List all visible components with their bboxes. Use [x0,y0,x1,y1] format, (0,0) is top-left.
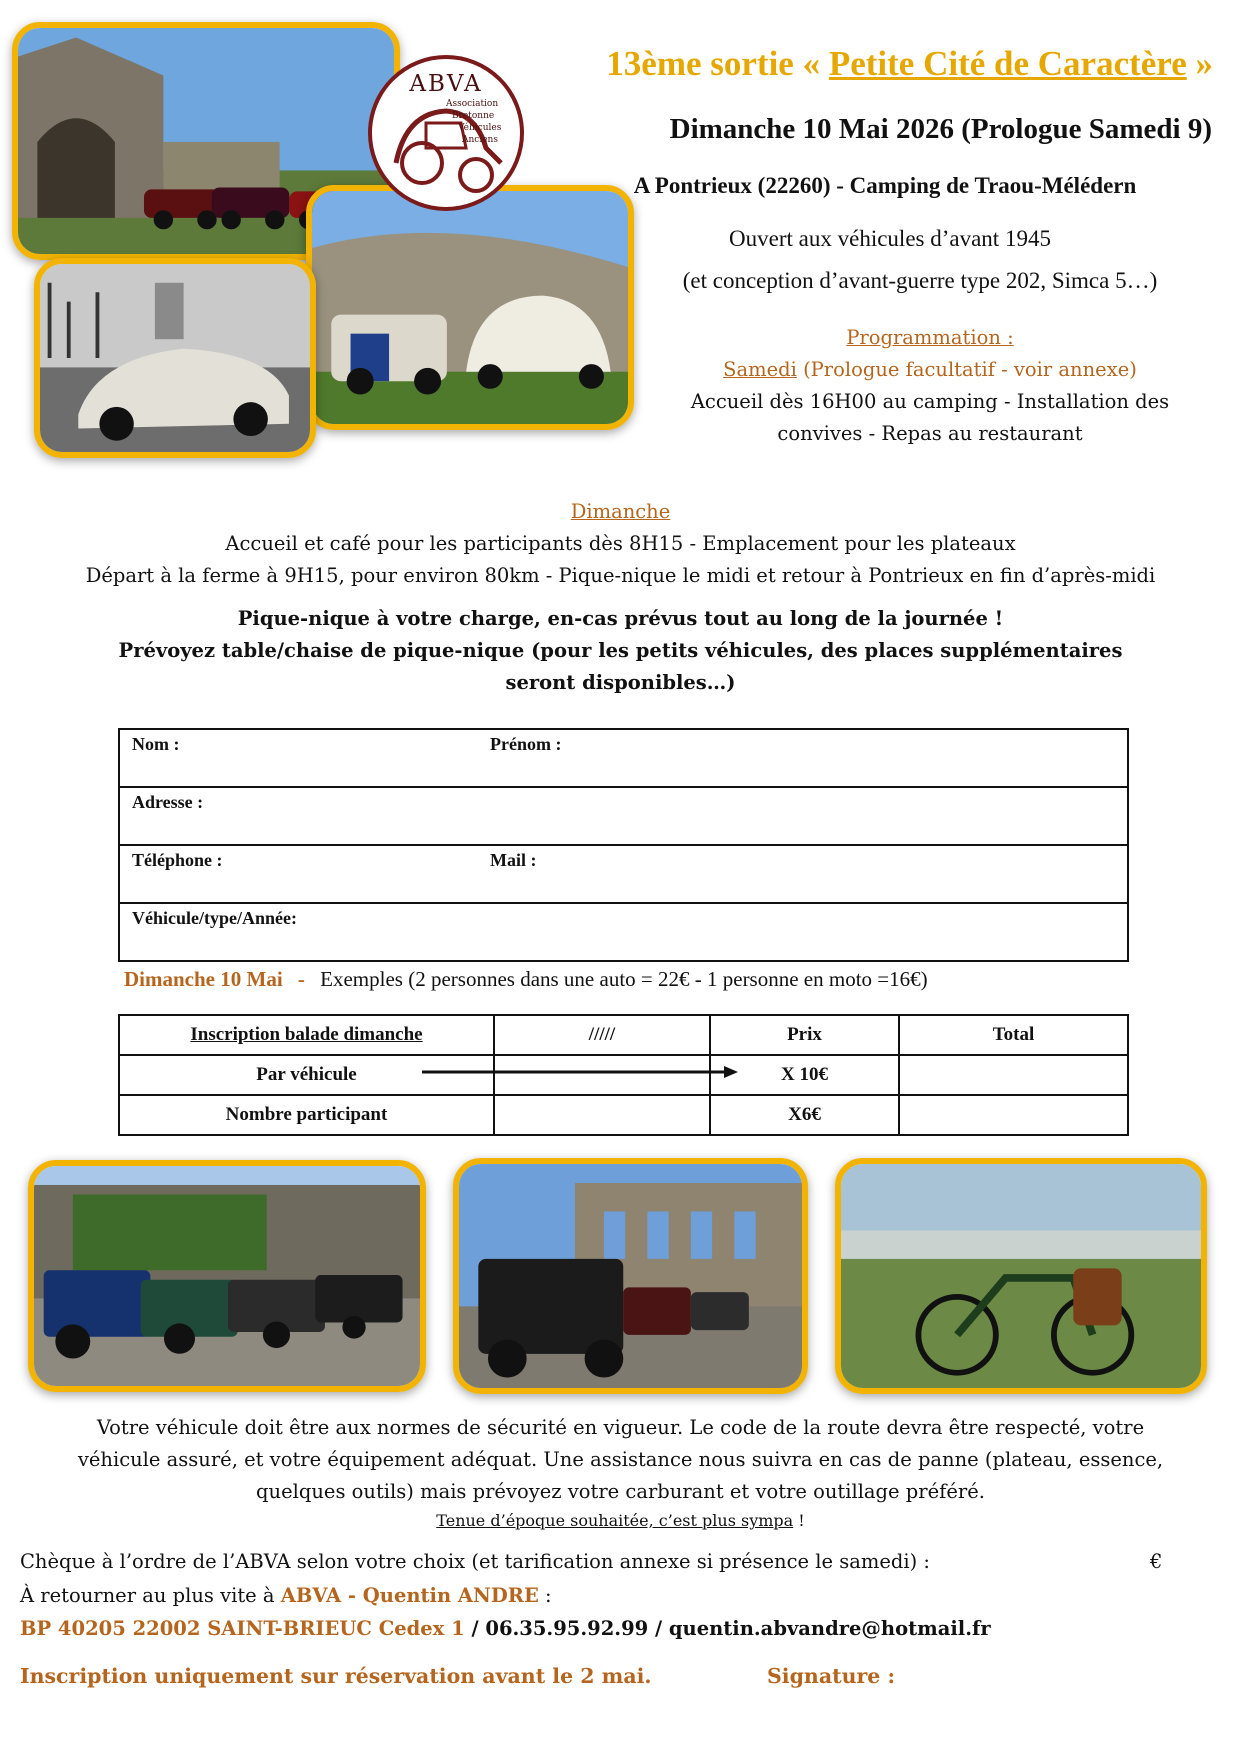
mail-label: Mail : [490,850,537,870]
currency-symbol: € [1150,1550,1163,1573]
prenom-label: Prénom : [490,734,562,754]
safety-line-2: véhicule assuré, et votre équipement adéquat. Une assistance nous suivra en cas de panne (plateau, essence, [77,1448,1164,1471]
photo-motorcycle-beach [835,1158,1207,1394]
abva-logo [366,53,526,213]
vehicle-rule-1: Ouvert aux véhicules d’avant 1945 [729,226,1051,251]
vehicule-label: Véhicule/type/Année: [132,908,297,928]
telephone-label: Téléphone : [132,850,223,870]
deadline-notice: Inscription uniquement sur réservation avant le 2 mai. [20,1664,652,1688]
page-title [606,44,1213,84]
title-link: Petite Cité de Caractère [828,44,1187,83]
programme-sunday-block [0,496,1241,592]
row-input[interactable] [494,1095,710,1135]
logo-line-4: Anciens [462,135,498,145]
dress-code-end: ! [793,1511,805,1530]
photo-ruins-row-cars [453,1158,808,1394]
logo-acronym: ABVA [409,71,483,97]
form-row-address[interactable] [119,787,1128,845]
cheque-text: Chèque à l’ordre de l’ABVA selon votre choix (et tarification annexe si présence le samedi) : [20,1550,930,1573]
dress-code-line [0,1508,1241,1534]
form-row-vehicle[interactable] [119,903,1128,961]
safety-line-3: quelques outils) mais prévoyez votre carburant et votre outillage préféré. [256,1480,985,1503]
registration-form [118,728,1129,962]
saturday-label: Samedi [723,358,797,381]
event-location: A Pontrieux (22260) - Camping de Traou-Mélédern [633,173,1137,198]
saturday-line-2: convives - Repas au restaurant [777,422,1083,445]
return-prefix: À retourner au plus vite à [20,1584,281,1607]
saturday-note: (Prologue facultatif - voir annexe) [796,358,1137,381]
safety-line-1: Votre véhicule doit être aux normes de sécurité en vigueur. Le code de la route devra être respecté, votre [96,1416,1145,1439]
programme-saturday-block [640,322,1220,450]
header-prix: Prix [710,1015,899,1055]
photo-black-white-convertible [34,258,316,458]
logo-line-2: Bretonne [452,111,495,121]
notice-line-1: Pique-nique à votre charge, en-cas prévus tout au long de la journée ! [237,607,1004,630]
row-price: X6€ [710,1095,899,1135]
header-inscription: Inscription balade dimanche [119,1015,494,1055]
header-total: Total [899,1015,1128,1055]
row-price: X 10€ [710,1055,899,1095]
pricing-dash: - [297,967,305,991]
sunday-label: Dimanche [570,500,671,523]
sunday-line-1: Accueil et café pour les participants dès 8H15 - Emplacement pour les plateaux [225,532,1016,555]
photo-farm-cars [28,1160,426,1392]
pricing-date: Dimanche 10 Mai [124,967,283,991]
pricing-examples: Exemples (2 personnes dans une auto = 22€ - 1 personne en moto =16€) [320,967,928,991]
signature-label: Signature : [767,1664,896,1688]
title-prefix: 13ème sortie « [606,44,829,83]
table-row [119,1095,1128,1135]
picnic-notice [0,603,1241,699]
return-line [20,1584,552,1607]
arrow-right-icon [420,1064,740,1080]
row-total[interactable] [899,1095,1128,1135]
form-row-contact[interactable] [119,845,1128,903]
cheque-line [20,1550,1220,1573]
adresse-label: Adresse : [132,792,204,812]
return-name: ABVA - Quentin ANDRE [280,1584,539,1607]
form-row-name[interactable] [119,729,1128,787]
logo-line-1: Association [446,99,499,109]
vehicle-rule-2: (et conception d’avant-guerre type 202, Simca 5…) [682,268,1158,293]
row-total[interactable] [899,1055,1128,1095]
dress-code: Tenue d’époque souhaitée, c’est plus sympa [436,1511,794,1530]
event-date: Dimanche 10 Mai 2026 (Prologue Samedi 9) [669,113,1212,145]
notice-line-3: seront disponibles…) [505,671,736,694]
photo-ruins-classic-cars [306,185,634,430]
saturday-heading [640,354,1220,386]
contact-info: / 06.35.95.92.99 / quentin.abvandre@hotmail.fr [464,1617,991,1640]
sunday-line-2: Départ à la ferme à 9H15, pour environ 80km - Pique-nique le midi et retour à Pontrieux en fin d’après-midi [85,564,1156,587]
row-label: Nombre participant [119,1095,494,1135]
title-suffix: » [1186,44,1213,83]
address-line [20,1617,991,1640]
saturday-line-1: Accueil dès 16H00 au camping - Installation des [690,390,1170,413]
row-label: Par véhicule [119,1055,494,1095]
header-slashes: ///// [494,1015,710,1055]
safety-block [0,1412,1241,1534]
notice-line-2: Prévoyez table/chaise de pique-nique (pour les petits véhicules, des places supplémentaires [118,639,1123,662]
return-suffix: : [538,1584,552,1607]
postal-address: BP 40205 22002 SAINT-BRIEUC Cedex 1 [20,1617,465,1640]
logo-line-3: Véhicules [458,123,502,133]
programme-heading: Programmation : [846,326,1014,349]
nom-label: Nom : [132,734,180,754]
pricing-heading [124,967,928,992]
